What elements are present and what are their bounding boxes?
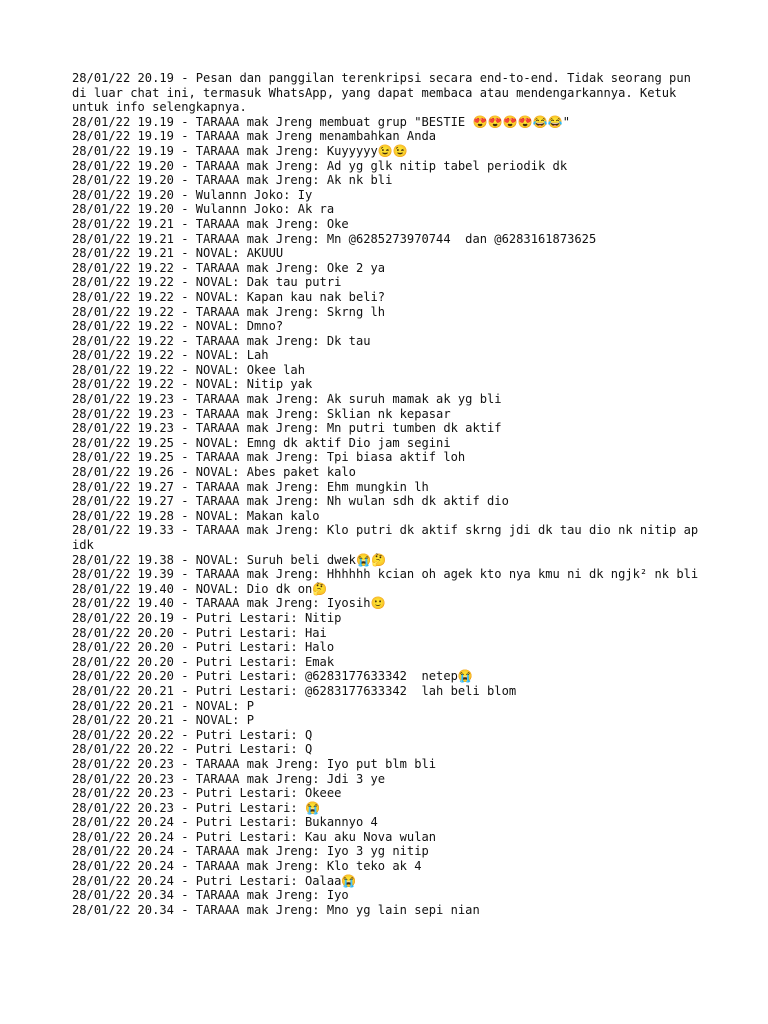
chat-line: 28/01/22 19.22 - TARAAA mak Jreng: Skrng lh: [72, 304, 386, 319]
chat-line: 28/01/22 20.22 - Putri Lestari: Q: [72, 742, 313, 757]
chat-line: 28/01/22 19.40 - TARAAA mak Jreng: Iyosih🙂: [72, 596, 386, 611]
chat-line: 28/01/22 19.19 - TARAAA mak Jreng menambahkan Anda: [72, 129, 437, 144]
chat-line: 28/01/22 19.40 - NOVAL: Dio dk on🤔: [72, 581, 328, 596]
chat-line: 28/01/22 19.22 - NOVAL: Nitip yak: [72, 377, 313, 392]
chat-line: 28/01/22 19.21 - TARAAA mak Jreng: Oke: [72, 216, 349, 231]
chat-line: 28/01/22 20.24 - Putri Lestari: Bukannyo 4: [72, 815, 378, 830]
chat-line: 28/01/22 19.22 - NOVAL: Okee lah: [72, 362, 305, 377]
chat-line: 28/01/22 20.24 - Putri Lestari: Kau aku Nova wulan: [72, 829, 437, 844]
chat-line: 28/01/22 20.21 - NOVAL: P: [72, 713, 255, 728]
chat-line: 28/01/22 19.19 - TARAAA mak Jreng: Kuyyyyy😉😉: [72, 143, 408, 158]
chat-line: 28/01/22 19.27 - TARAAA mak Jreng: Ehm mungkin lh: [72, 479, 429, 494]
chat-line: 28/01/22 20.23 - TARAAA mak Jreng: Iyo put blm bli: [72, 756, 437, 771]
chat-line: 28/01/22 19.26 - NOVAL: Abes paket kalo: [72, 465, 356, 480]
chat-line: 28/01/22 19.19 - TARAAA mak Jreng membuat grup "BESTIE 😍😍😍😍😂😂": [72, 114, 571, 129]
chat-line: 28/01/22 19.22 - NOVAL: Dak tau putri: [72, 275, 342, 290]
chat-line: 28/01/22 20.24 - TARAAA mak Jreng: Klo teko ak 4: [72, 859, 422, 874]
chat-line: 28/01/22 19.22 - NOVAL: Dmno?: [72, 319, 284, 334]
chat-line: 28/01/22 19.21 - TARAAA mak Jreng: Mn @6285273970744 dan @6283161873625: [72, 231, 597, 246]
chat-line: 28/01/22 19.20 - Wulannn Joko: Iy: [72, 187, 313, 202]
chat-line: 28/01/22 19.23 - TARAAA mak Jreng: Mn putri tumben dk aktif: [72, 421, 502, 436]
chat-log: [72, 71, 712, 917]
chat-line: 28/01/22 20.20 - Putri Lestari: @6283177633342 netep😭: [72, 669, 473, 684]
chat-line: 28/01/22 20.20 - Putri Lestari: Emak: [72, 654, 335, 669]
chat-line: 28/01/22 19.22 - NOVAL: Lah: [72, 348, 269, 363]
chat-line: 28/01/22 20.24 - TARAAA mak Jreng: Iyo 3 yg nitip: [72, 844, 429, 859]
chat-line: 28/01/22 19.23 - TARAAA mak Jreng: Ak suruh mamak ak yg bli: [72, 392, 502, 407]
chat-line: 28/01/22 19.21 - NOVAL: AKUUU: [72, 246, 284, 261]
chat-line: 28/01/22 19.25 - NOVAL: Emng dk aktif Dio jam segini: [72, 435, 451, 450]
chat-line: 28/01/22 19.22 - TARAAA mak Jreng: Oke 2 ya: [72, 260, 386, 275]
chat-line: 28/01/22 20.23 - Putri Lestari: Okeee: [72, 786, 342, 801]
chat-line: 28/01/22 20.21 - Putri Lestari: @6283177633342 lah beli blom: [72, 683, 517, 698]
chat-line: 28/01/22 19.28 - NOVAL: Makan kalo: [72, 508, 320, 523]
chat-line: 28/01/22 20.21 - NOVAL: P: [72, 698, 255, 713]
chat-line: 28/01/22 19.25 - TARAAA mak Jreng: Tpi biasa aktif loh: [72, 450, 466, 465]
chat-line: 28/01/22 20.34 - TARAAA mak Jreng: Mno yg lain sepi nian: [72, 902, 480, 917]
chat-line: 28/01/22 19.20 - Wulannn Joko: Ak ra: [72, 202, 335, 217]
chat-line: 28/01/22 19.20 - TARAAA mak Jreng: Ad yg glk nitip tabel periodik dk: [72, 158, 568, 173]
chat-line: 28/01/22 20.34 - TARAAA mak Jreng: Iyo: [72, 888, 349, 903]
chat-line: 28/01/22 19.20 - TARAAA mak Jreng: Ak nk bli: [72, 173, 393, 188]
chat-export-page: [72, 71, 712, 917]
chat-line: 28/01/22 20.23 - TARAAA mak Jreng: Jdi 3 ye: [72, 771, 386, 786]
chat-line: 28/01/22 19.22 - TARAAA mak Jreng: Dk tau: [72, 333, 371, 348]
chat-line: 28/01/22 20.22 - Putri Lestari: Q: [72, 727, 313, 742]
chat-line: 28/01/22 19.23 - TARAAA mak Jreng: Sklian nk kepasar: [72, 406, 451, 421]
chat-line: 28/01/22 19.33 - TARAAA mak Jreng: Klo putri dk aktif skrng jdi dk tau dio nk nitip ap idk: [72, 523, 706, 552]
chat-line: 28/01/22 20.24 - Putri Lestari: Oalaa😭: [72, 873, 357, 888]
chat-line: 28/01/22 19.39 - TARAAA mak Jreng: Hhhhhh kcian oh agek kto nya kmu ni dk ngjk² nk bli: [72, 567, 699, 582]
chat-line: 28/01/22 20.23 - Putri Lestari: 😭: [72, 800, 321, 815]
chat-line: 28/01/22 20.20 - Putri Lestari: Hai: [72, 625, 327, 640]
chat-line: 28/01/22 19.22 - NOVAL: Kapan kau nak beli?: [72, 289, 386, 304]
chat-line: 28/01/22 20.19 - Putri Lestari: Nitip: [72, 610, 342, 625]
chat-line: 28/01/22 20.20 - Putri Lestari: Halo: [72, 640, 335, 655]
chat-line: 28/01/22 20.19 - Pesan dan panggilan terenkripsi secara end-to-end. Tidak seorang pun di luar chat ini, termasuk WhatsApp, yang dapat membaca atau mendengarkannya. Ketuk untuk info selengkapnya.: [72, 71, 699, 115]
chat-line: 28/01/22 19.27 - TARAAA mak Jreng: Nh wulan sdh dk aktif dio: [72, 494, 509, 509]
chat-line: 28/01/22 19.38 - NOVAL: Suruh beli dwek😭🤔: [72, 552, 387, 567]
